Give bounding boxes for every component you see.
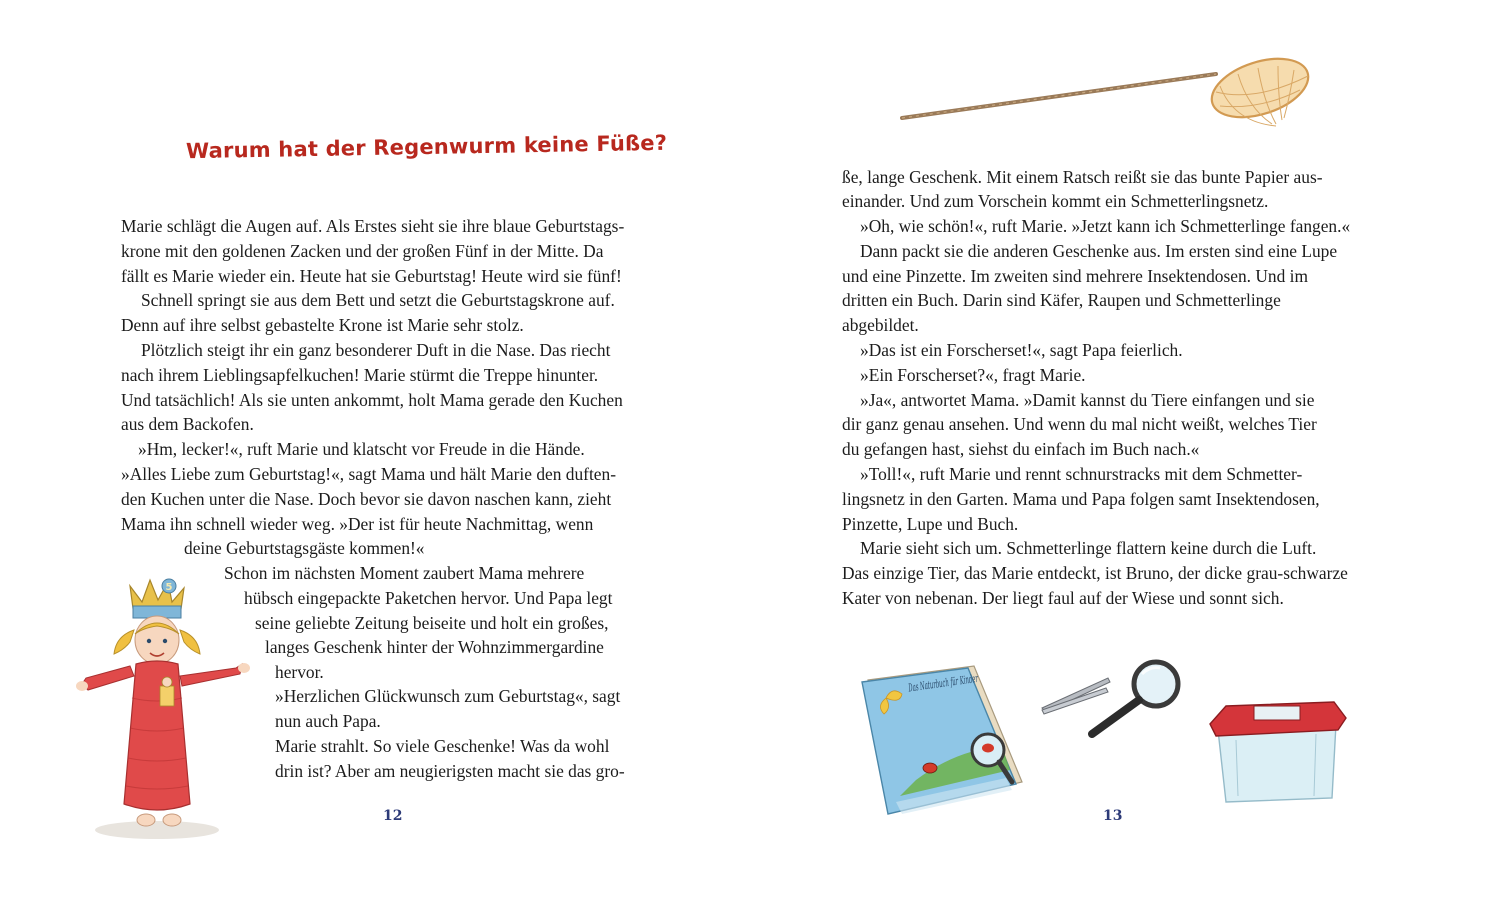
text-line: nun auch Papa. (275, 711, 381, 731)
text-line: und eine Pinzette. Im zweiten sind mehrere Insektendosen. Und im (842, 266, 1309, 286)
nature-book-icon (856, 661, 1054, 822)
text-line: Und tatsächlich! Als sie unten ankommt, holt Mama gerade den Kuchen (121, 390, 623, 410)
text-line: Schnell springt sie aus dem Bett und setzt die Geburtstagskrone auf. (141, 290, 615, 310)
butterfly-net-icon (898, 52, 1318, 132)
magnifying-glass-icon (1084, 654, 1194, 744)
text-line: den Kuchen unter die Nase. Doch bevor sie davon naschen kann, zieht (121, 489, 612, 509)
text-line: Kater von nebenan. Der liegt faul auf der Wiese und sonnt sich. (842, 588, 1284, 608)
right-page (750, 0, 1500, 913)
page-number: 12 (383, 808, 403, 824)
text-line: Denn auf ihre selbst gebastelte Krone ist Marie sehr stolz. (121, 315, 524, 335)
text-line: fällt es Marie wieder ein. Heute hat sie Geburtstag! Heute wird sie fünf! (121, 266, 622, 286)
text-line: du gefangen hast, siehst du einfach im Buch nach.« (842, 439, 1200, 459)
text-line: ße, lange Geschenk. Mit einem Ratsch reißt sie das bunte Papier aus- (842, 167, 1323, 187)
book-cover-title: Das Naturbuch für Kinder (907, 661, 1054, 695)
text-line: »Oh, wie schön!«, ruft Marie. »Jetzt kann ich Schmetterlinge fangen.« (860, 216, 1351, 236)
text-line: »Ein Forscherset?«, fragt Marie. (860, 365, 1086, 385)
text-line: Dann packt sie die anderen Geschenke aus. Im ersten sind eine Lupe (860, 241, 1338, 261)
chapter-title: Warum hat der Regenwurm keine Füße? (185, 130, 668, 164)
text-line: »Toll!«, ruft Marie und rennt schnurstracks mit dem Schmetter- (860, 464, 1303, 484)
text-line: »Alles Liebe zum Geburtstag!«, sagt Mama und hält Marie den duften- (121, 464, 617, 484)
text-line: Marie strahlt. So viele Geschenke! Was da wohl (275, 736, 610, 756)
text-line: Mama ihn schnell wieder weg. »Der ist für heute Nachmittag, wenn (121, 514, 594, 534)
text-line: hervor. (275, 662, 324, 682)
text-line: deine Geburtstagsgäste kommen!« (184, 538, 425, 558)
text-line: Marie sieht sich um. Schmetterlinge flattern keine durch die Luft. (860, 538, 1317, 558)
text-line: Das einzige Tier, das Marie entdeckt, ist Bruno, der dicke grau-schwarze (842, 563, 1348, 583)
text-line: drin ist? Aber am neugierigsten macht sie das gro- (275, 761, 625, 781)
text-line: Pinzette, Lupe und Buch. (842, 514, 1019, 534)
text-line: »Das ist ein Forscherset!«, sagt Papa feierlich. (860, 340, 1183, 360)
page-number: 13 (1103, 808, 1123, 824)
text-line: »Herzlichen Glückwunsch zum Geburtstag«, sagt (275, 686, 621, 706)
text-line: dritten ein Buch. Darin sind Käfer, Raupen und Schmetterlinge (842, 290, 1281, 310)
text-line: seine geliebte Zeitung beiseite und holt ein großes, (255, 613, 609, 633)
girl-in-nightgown-icon (72, 568, 252, 858)
text-line: einander. Und zum Vorschein kommt ein Schmetterlingsnetz. (842, 191, 1269, 211)
text-line: krone mit den goldenen Zacken und der großen Fünf in der Mitte. Da (121, 241, 604, 261)
text-line: abgebildet. (842, 315, 919, 335)
text-line: dir ganz genau ansehen. Und wenn du mal nicht weißt, welches Tier (842, 414, 1317, 434)
text-line: hübsch eingepackte Paketchen hervor. Und Papa legt (244, 588, 613, 608)
text-line: Marie schlägt die Augen auf. Als Erstes sieht sie ihre blaue Geburtstags- (121, 216, 625, 236)
text-line: Plötzlich steigt ihr ein ganz besonderer Duft in die Nase. Das riecht (141, 340, 611, 360)
text-line: Schon im nächsten Moment zaubert Mama mehrere (224, 563, 585, 583)
text-line: »Hm, lecker!«, ruft Marie und klatscht vor Freude in die Hände. (138, 439, 585, 459)
text-line: nach ihrem Lieblingsapfelkuchen! Marie stürmt die Treppe hinunter. (121, 365, 599, 385)
crown-number: 5 (165, 582, 173, 593)
text-line: aus dem Backofen. (121, 414, 254, 434)
text-line: langes Geschenk hinter der Wohnzimmergardine (265, 637, 604, 657)
text-line: »Ja«, antwortet Mama. »Damit kannst du Tiere einfangen und sie (860, 390, 1315, 410)
text-line: lingsnetz in den Garten. Mama und Papa folgen samt Insektendosen, (842, 489, 1320, 509)
insect-box-icon (1206, 680, 1352, 810)
